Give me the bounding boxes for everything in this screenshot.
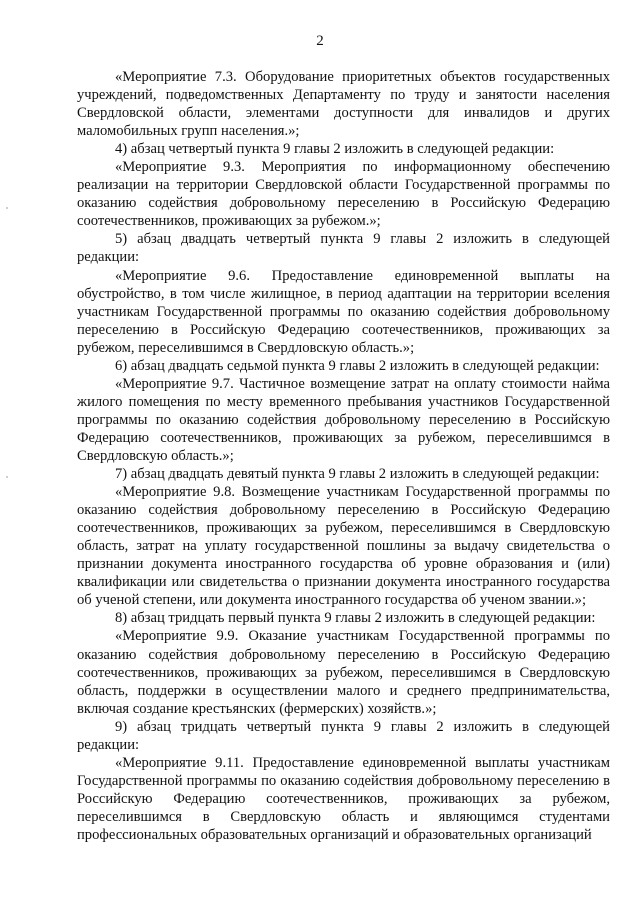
paragraph-measure-9-3: «Мероприятие 9.3. Мероприятия по информационному обеспечению реализации на территории Свердловской области Государственной программы по оказанию содействия добровольному переселению в Российскую Федерацию соотечественников, проживающих за рубежом.»; <box>77 159 610 230</box>
paragraph-amendment-4: 4) абзац четвертый пункта 9 главы 2 изложить в следующей редакции: <box>115 141 555 158</box>
paragraph-measure-9-9: «Мероприятие 9.9. Оказание участникам Государственной программы по оказанию содействия добровольному переселению в Российскую Федерацию соотечественников, проживающих за рубежом, переселившимся в Свердловскую область, поддержки в осуществлении малого и среднего предпринимательства, включая создание крестьянских (фермерских) хозяйств.»; <box>77 628 610 717</box>
paragraph-measure-9-11: «Мероприятие 9.11. Предоставление единовременной выплаты участникам Государственной программы по оказанию содействия добровольному переселению в Российскую Федерацию соотечественников, проживающих за рубежом, переселившимся в Свердловскую область и являющимся студентами профессиональных образовательных организаций и образовательных организаций <box>77 754 610 843</box>
paragraph-measure-7-3: «Мероприятие 7.3. Оборудование приоритетных объектов государственных учреждений, подведомственных Департаменту по труду и занятости населения Свердловской области, элементами доступности для инвалидов и других маломобильных групп населения.»; <box>77 69 610 140</box>
paragraph-measure-9-8: «Мероприятие 9.8. Возмещение участникам Государственной программы по оказанию содействия добровольному переселению в Российскую Федерацию соотечественников, проживающих за рубежом, переселившимся в Свердловскую область, затрат на уплату государственной пошлины за выдачу свидетельства о признании документа иностранного государства об уровне образования и (или) квалификации или свидетельства о признании документа иностранного государства об ученой степени, или документа иностранного государства об ученом звании.»; <box>77 484 610 609</box>
paragraph-amendment-8: 8) абзац тридцать первый пункта 9 главы 2 изложить в следующей редакции: <box>115 610 596 627</box>
paragraph-measure-9-7: «Мероприятие 9.7. Частичное возмещение затрат на оплату стоимости найма жилого помещения по месту временного пребывания участников Государственной программы по оказанию содействия добровольному переселению в Российскую Федерацию соотечественников, проживающих за рубежом, переселившимся в Свердловскую область.»; <box>77 375 610 464</box>
paragraph-amendment-7: 7) абзац двадцать девятый пункта 9 главы 2 изложить в следующей редакции: <box>115 466 600 483</box>
paragraph-measure-9-6: «Мероприятие 9.6. Предоставление единовременной выплаты на обустройство, в том числе жилищное, в период адаптации на территории вселения участникам Государственной программы по оказанию содействия добровольному переселению в Российскую Федерацию соотечественников, проживающих за рубежом, переселившимся в Свердловскую область.»; <box>77 267 610 356</box>
scan-mark <box>6 476 8 478</box>
document-body <box>77 68 610 844</box>
paragraph-amendment-6: 6) абзац двадцать седьмой пункта 9 главы 2 изложить в следующей редакции: <box>115 357 600 374</box>
scan-mark <box>6 207 8 209</box>
paragraph-amendment-5: 5) абзац двадцать четвертый пункта 9 главы 2 изложить в следующей редакции: <box>77 231 610 266</box>
page-number: 2 <box>316 33 324 49</box>
paragraph-amendment-9: 9) абзац тридцать четвертый пункта 9 главы 2 изложить в следующей редакции: <box>77 718 610 753</box>
